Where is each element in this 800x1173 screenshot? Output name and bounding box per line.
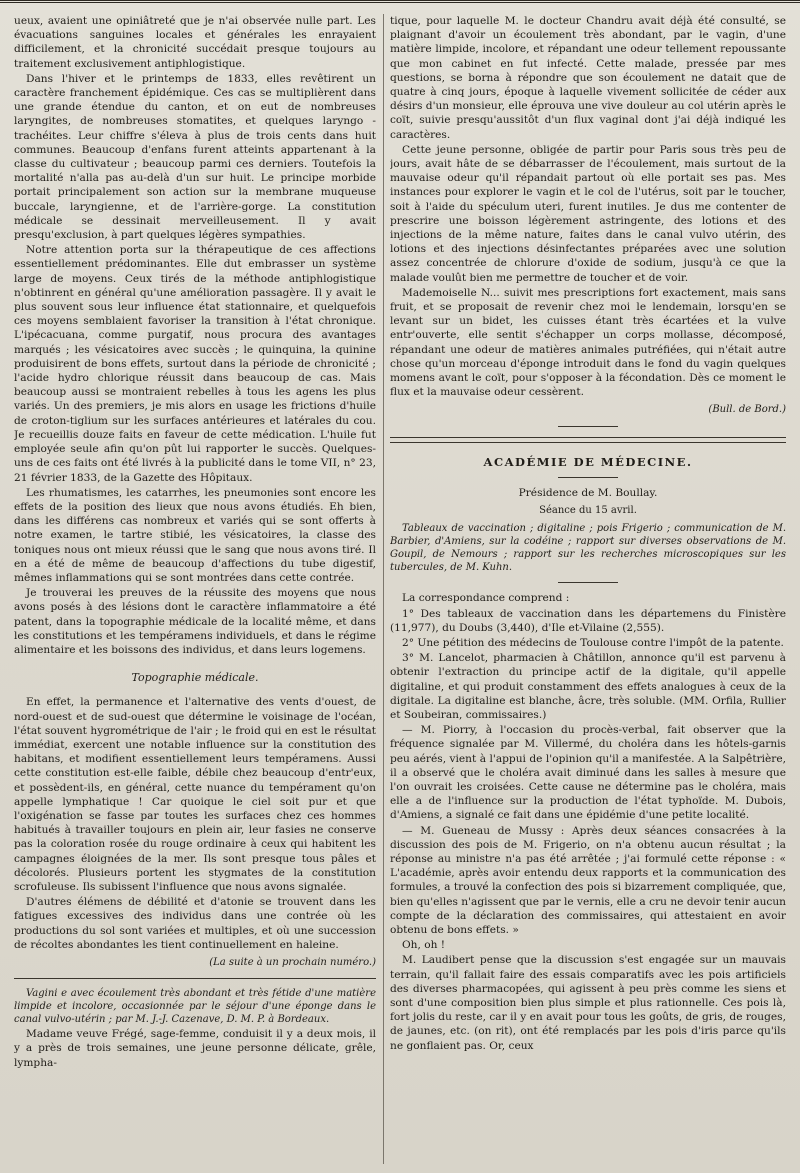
- session-date: Séance du 15 avril.: [539, 505, 637, 517]
- article-abstract: Vagini e avec écoulement très abondant et très fétide d'une matière limpide et incolore, occasionnée par le séjour d'une éponge dans le canal vulvo-utérin ; par M. J.-J. Cazenave, D. M. P. à Bordeaux.: [14, 988, 376, 1026]
- paragraph: Je trouverai les preuves de la réussite des moyens que nous avons posés à des lésions dont le caractère inflammatoire a été patent, dans la topographie médicale de la localité même, et dans les constitutions et les tempéramens individuels, et dans le régime alimentaire et les boissons des individus, et dans leurs logemens.: [14, 587, 376, 656]
- paragraph: 2° Une pétition des médecins de Toulouse contre l'impôt de la patente.: [402, 636, 784, 649]
- paragraph: Madame veuve Frégé, sage-femme, conduisit il y a deux mois, il y a près de trois semaines, une jeune personne délicate, grêle, lympha-: [14, 1028, 376, 1069]
- paragraph: — M. Gueneau de Mussy : Après deux séances consacrées à la discussion des pois de M. Frigerio, on n'a obtenu aucun résultat ; la réponse au ministre n'a pas été arrêtée ; j'ai formulé cette réponse : « L'académie, après avoir entendu deux rapports et la communication des formules, a trouvé la confection des pois si bizarrement compliquée, que, bien qu'elles n'agissent que par le vernis, elle a cru ne devoir tenir aucun compte de la déclaration des commissaires, qui attestaient en avoir obtenu de bons effets. »: [390, 824, 786, 936]
- source-signoff: (Bull. de Bord.): [708, 404, 786, 416]
- paragraph: Les rhumatismes, les catarrhes, les pneumonies sont encore les effets de la position des lieux que nous avons étudiés. Eh bien, dans les différens cas nombreux et variés qui se sont offerts à notre examen, le tartre stibié, les vésicatoires, la classe des toniques nous ont mieux réussi que le sang que nous avons tiré. Il en a été de même de beaucoup d'affections du tube digestif, mêmes inflammations qui se sont montrées dans cette contrée.: [14, 486, 376, 584]
- paragraph: Cette jeune personne, obligée de partir pour Paris sous très peu de jours, avait hâte de se débarrasser de l'écoulement, mais surtout de la mauvaise odeur qu'il répandait partout où elle portait ses pas. Mes instances pour explorer le vagin et le col de l'utérus, soit par le toucher, soit à l'aide du spéculum uteri, furent inutiles. Je dus me contenter de prescrire une boisson légèrement astringente, des lotions et des injections de la même nature, faites dans le canal vulvo utérin, des lotions et des injections désinfectantes préparées avec une solution assez concentrée de chlorure d'oxide de sodium, jusqu'à ce que la malade voulût bien me permettre de toucher et de voir.: [390, 143, 786, 284]
- paragraph: M. Laudibert pense que la discussion s'est engagée sur un mauvais terrain, qu'il fallait faire des essais comparatifs avec les pois artificiels des diverses pharmacopées, qui agissent à peu près comme les siens et sont d'une composition bien plus simple et plus rationnelle. Ces pois là, fort jolis du reste, car il y en avait pour tous les goûts, de gris, de rouges, de jaunes, etc. (on rit), ont été remplacés par les pois d'iris parce qu'ils ne gonflaient pas. Or, ceux: [390, 954, 786, 1052]
- paragraph: Notre attention porta sur la thérapeutique de ces affections essentiellement prédominantes. Elle dut embrasser un système large de moyens. Ceux tirés de la méthode antiphlogistique n'obtinrent en général qu'une amélioration passagère. Il y avait le plus souvent sous leur influence état stationnaire, et quelquefois ces moyens semblaient favoriser la transition à l'état chronique. L'ipécacuana, comme purgatif, nous procura des avantages marqués ; les vésicatoires avec succès ; le quinquina, la quinine produisirent de bons effets, surtout dans la période de chronicité ; l'acide hydro chlorique réussit dans beaucoup de cas. Mais beaucoup aussi se montraient rebelles à tous les agens les plus variés. Un des premiers, je mis alors en usage les frictions d'huile de croton-tiglium sur les surfaces antérieures et latérales du cou. Je recueillis douze faits en faveur de cette médication. L'huile fut employée seule afin qu'on pût lui rapporter le succès. Quelques-uns de ces faits ont été livrés à la publicité dans le tome VII, n° 23, 21 février 1833, de la Gazette des Hôpitaux.: [14, 244, 376, 484]
- separator-rule: [558, 426, 618, 427]
- top-double-rule: [0, 0, 800, 8]
- paragraph: Oh, oh !: [402, 939, 446, 952]
- presidency-line: Présidence de M. Boullay.: [518, 486, 658, 499]
- paragraph: ueux, avaient une opiniâtreté que je n'ai observée nulle part. Les évacuations sanguines locales et générales les enrayaient difficilement, et la chronicité succédait presque toujours au traitement exclusivement antiphlogistique.: [14, 15, 376, 70]
- separator-rule: [558, 477, 618, 478]
- paragraph: Dans l'hiver et le printemps de 1833, elles revêtirent un caractère franchement épidémique. Ces cas se multiplièrent dans une grande étendue du canton, et on eut de nombreuses laryngites, de nombreuses stomatites, et quelques laryngo - trachéites. Leur chiffre s'éleva à plus de trois cents dans huit communes. Beaucoup d'enfans furent atteints appartenant à la classe du cultivateur ; beaucoup parmi ces derniers. Toutefois la mortalité n'alla pas au-delà d'un sur huit. Le principe morbide portait principalement son action sur la membrane muqueuse buccale, laryngienne, et de l'arrière-gorge. La constitution médicale se dessinait merveilleusement. Il y avait presqu'exclusion, à part quelques légères sympathies.: [14, 72, 376, 242]
- paragraph: tique, pour laquelle M. le docteur Chandru avait déjà été consulté, se plaignant d'avoir un écoulement très abondant, par le vagin, d'une matière limpide, incolore, et répandant une odeur tellement repoussante que mon cabinet en fut infecté. Cette malade, pressée par mes questions, se borna à répondre que son écoulement ne datait que de quatre à cinq jours, époque à laquelle vivement sollicitée de céder aux désirs d'un monsieur, elle éprouva une vive douleur au col utérin après le coït, suivie presqu'aussitôt d'un flux vaginal dont j'ai déjà indiqué les caractères.: [390, 15, 786, 141]
- left-column: [14, 14, 376, 1164]
- separator-rule: [14, 978, 376, 979]
- paragraph: D'autres élémens de débilité et d'atonie se trouvent dans les fatigues excessives des individus dans une contrée où les productions du sol sont variées et multiples, et où une succession de récoltes abondantes les tient continuellement en haleine.: [14, 896, 376, 951]
- right-column: [390, 14, 786, 1164]
- continued-note: (La suite à un prochain numéro.): [209, 957, 376, 968]
- separator-rule: [558, 582, 618, 583]
- section-double-rule: [390, 437, 786, 443]
- paragraph: En effet, la permanence et l'alternative des vents d'ouest, de nord-ouest et de sud-ouest que détermine le voisinage de l'océan, l'état souvent hygrométrique de l'air ; le froid qui en est le résultat immédiat, exercent une notable influence sur la constitution des habitans, et modifient essentiellement leurs tempéramens. Aussi cette constitution est-elle faible, débile chez beaucoup d'entr'eux, et possèdent-ils, en général, cette nuance du tempérament qu'on appelle lymphatique ! Car quoique le ciel soit pur et que l'oxigénation se fasse par toutes les surfaces chez ces hommes habitués à travailler toujours en plein air, leur fasies ne conserve pas la coloration rosée du rouge ordinaire à ceux qui habitent les campagnes éloignées de la mer. Ils sont presque tous pâles et décolorés. Plusieurs portent les stygmates de la constitution scrofuleuse. Ils subissent l'influence que nous avons signalée.: [14, 696, 376, 893]
- paragraph: Mademoiselle N... suivit mes prescriptions fort exactement, mais sans fruit, et se proposait de revenir chez moi le lendemain, lorsqu'en se levant sur un bidet, les cuisses étant très écartées et la vulve entr'ouverte, elle sentit s'échapper un corps mollasse, décomposé, répandant une odeur de matières animales putréfiées, qui n'était autre chose qu'un morceau d'éponge introduit dans le fond du vagin quelques momens avant le coït, pour s'opposer à la fécondation. Dès ce moment le flux et la mauvaise odeur cessèrent.: [390, 286, 786, 399]
- session-abstract: Tableaux de vaccination ; digitaline ; pois Frigerio ; communication de M. Barbier, d'Amiens, sur la codéine ; rapport sur diverses observations de M. Goupil, de Nemours ; rapport sur les recherches microscopiques sur les tubercules, de M. Kuhn.: [390, 523, 786, 574]
- paragraph: — M. Piorry, à l'occasion du procès-verbal, fait observer que la fréquence signalée par M. Villermé, du choléra dans les hôtels-garnis peu aérés, vient à l'appui de l'opinion qu'il a manifestée. A la Salpêtrière, il a observé que le choléra avait diminué dans les salles à mesure que l'on ouvrait les croisées. Cette cause ne détermine pas le choléra, mais elle a de l'influence sur la production de l'état typhoïde. M. Dubois, d'Amiens, a signalé ce fait dans une épidémie d'une petite localité.: [390, 724, 786, 822]
- column-divider: [383, 14, 384, 1164]
- section-heading: Topographie médicale.: [131, 671, 259, 685]
- paragraph: La correspondance comprend :: [402, 592, 570, 605]
- paragraph: 3° M. Lancelot, pharmacien à Châtillon, annonce qu'il est parvenu à obtenir l'extraction du principe actif de la digitale, qu'il appelle digitaline, et qui produit constamment des effets analogues à ceux de la digitale. La digitaline est blanche, âcre, très soluble. (MM. Orfila, Rullier et Soubeiran, commissaires.): [390, 652, 786, 721]
- academy-title: ACADÉMIE DE MÉDECINE.: [483, 454, 693, 469]
- paragraph: 1° Des tableaux de vaccination dans les départemens du Finistère (11,977), du Doubs (3,440), d'Ile et-Vilaine (2,555).: [390, 607, 786, 634]
